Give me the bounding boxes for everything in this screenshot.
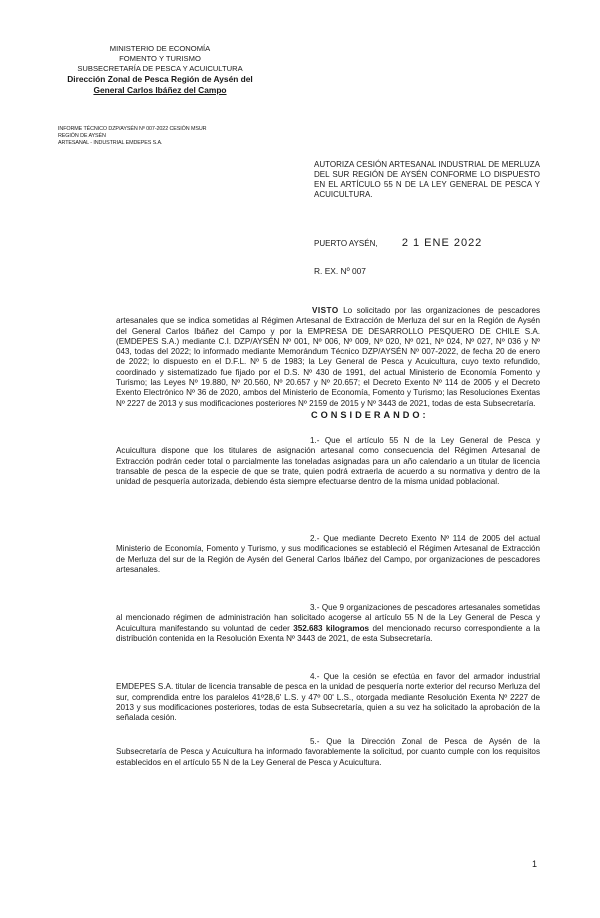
reference-line-1: INFORME TÉCNICO DZP/AYSÉN Nº 007-2022 CESIÓN MSUR xyxy=(58,126,207,132)
ceded-amount: 352.683 kilogramos xyxy=(293,623,370,633)
internal-reference xyxy=(58,126,248,147)
visto-paragraph xyxy=(116,306,540,409)
page-number: 1 xyxy=(532,859,538,869)
direccion-zonal: Dirección Zonal de Pesca Región de Aysén del xyxy=(67,74,253,84)
considerando-2 xyxy=(116,534,540,575)
considerando-number: 2.- xyxy=(310,534,320,543)
date-stamp: 2 1 ENE 2022 xyxy=(401,237,483,249)
considerando-number: 4.- xyxy=(310,672,320,681)
considerando-text-post: del mencionado recurso correspondiente a la distribución contenida en la Resolución Exenta Nº 3443 de 2021, de esta Subsecretaría. xyxy=(116,623,541,643)
considerando-4 xyxy=(116,672,540,723)
ministry-subtitle: FOMENTO Y TURISMO xyxy=(119,54,201,63)
letterhead xyxy=(40,44,280,96)
ministry-name: MINISTERIO DE ECONOMÍA xyxy=(109,44,211,53)
considerando-number: 1.- xyxy=(310,436,320,445)
considerando-heading: CONSIDERANDO: xyxy=(311,410,429,420)
subsecretaria-name: SUBSECRETARÍA DE PESCA Y ACUICULTURA xyxy=(77,64,243,73)
considerando-1 xyxy=(116,436,540,487)
resolution-title: AUTORIZA CESIÓN ARTESANAL INDUSTRIAL DE MERLUZA DEL SUR REGIÓN DE AYSÉN CONFORME LO DISPUESTO EN EL ARTÍCULO 55 N DE LA LEY GENERAL DE PESCA Y ACUICULTURA. xyxy=(314,160,540,199)
considerando-text: Que el artículo 55 N de la Ley General de Pesca y Acuicultura dispone que los titulares de asignación artesanal como consecuencia del Régimen Artesanal de Extracción podrán ceder total o parcialmente las toneladas asignadas para un año calendario a un titular de licencia transable de pesca de la especie de que se trate, quien podrá extraerla de acuerdo a su normativa y dentro de la unidad de pesquería autorizada, debiendo ésta siempre efectuarse dentro de la misma unidad poblacional. xyxy=(116,436,540,487)
considerando-3 xyxy=(116,603,540,644)
place-date xyxy=(314,237,482,249)
considerando-text: Que mediante Decreto Exento Nº 114 de 2005 del actual Ministerio de Economía, Fomento y Turismo, y sus modificaciones se estableció el Régimen Artesanal de Extracción de Merluza del sur de la Región de Aysén del General Carlos Ibáñez del Campo, por organizaciones de pescadores artesanales. xyxy=(116,534,541,574)
reference-line-3: ARTESANAL - INDUSTRIAL EMDEPES S.A. xyxy=(58,140,163,146)
considerando-number: 5.- xyxy=(310,737,320,746)
considerando-number: 3.- xyxy=(310,603,320,612)
resolution-number: R. EX. Nº 007 xyxy=(314,266,366,276)
visto-label: VISTO xyxy=(312,306,339,315)
reference-line-2: REGIÓN DE AYSÉN xyxy=(58,133,106,139)
considerando-text-pre: Que 9 organizaciones de pescadores artesanales sometidas al mencionado régimen de administración han solicitado acogerse al artículo 55 N de la Ley General de Pesca y Acuicultura manifestando su voluntad de ceder xyxy=(116,603,540,633)
considerando-text: Que la Dirección Zonal de Pesca de Aysén de la Subsecretaría de Pesca y Acuicultura ha informado favorablemente la solicitud, por cuanto cumple con los requisitos establecidos en el artículo 55 N de la Ley General de Pesca y Acuicultura. xyxy=(116,737,540,767)
region-name: General Carlos Ibáñez del Campo xyxy=(93,85,227,95)
considerando-5 xyxy=(116,737,540,768)
considerando-text: Que la cesión se efectúa en favor del armador industrial EMDEPES S.A. titular de licencia transable de pesca en la unidad de pesquería norte exterior del recurso Merluza del sur, comprendida entre los paralelos 41º28,6' L.S. y 47º 00' L.S., otorgada mediante Resolución Exenta Nº 2227 de 2013 y sus modificaciones posteriores, todas de esta Subsecretaría, quien a su vez ha solicitado la aprobación de la señalada cesión. xyxy=(116,672,541,723)
visto-text: Lo solicitado por las organizaciones de pescadores artesanales que se indica sometidas al Régimen Artesanal de Extracción de Merluza del sur en la Región de Aysén del General Carlos Ibáñez del Campo y por la EMPRESA DE DESARROLLO PESQUERO DE CHILE S.A. (EMDEPES S.A.) mediante C.I. DZP/AYSÉN Nº 001, Nº 006, Nº 009, Nº 020, Nº 021, Nº 024, Nº 027, Nº 036 y Nº 043, todas del 2022; lo informado mediante Memorándum Técnico DZP/AYSÉN Nº 007-2022, de fecha 20 de enero de 2022; lo dispuesto en el D.F.L. Nº 5 de 1983; la Ley General de Pesca y Acuicultura, cuyo texto refundido, coordinado y sistematizado fue fijado por el D.S. Nº 430 de 1991, del actual Ministerio de Economía Fomento y Turismo; las Leyes Nº 19.880, Nº 20.560, Nº 20.657 y Nº 20.657; el Decreto Exento Nº 114 de 2005 y el Decreto Exento Electrónico Nº 36 de 2020, ambos del Ministerio de Economía, Fomento y Turismo; las Resoluciones Exentas Nº 2227 de 2013 y sus modificaciones posteriores Nº 2159 de 2015 y Nº 3443 de 2021, todas de esta Subsecretaría. xyxy=(116,306,540,408)
place: PUERTO AYSÉN, xyxy=(314,239,378,248)
